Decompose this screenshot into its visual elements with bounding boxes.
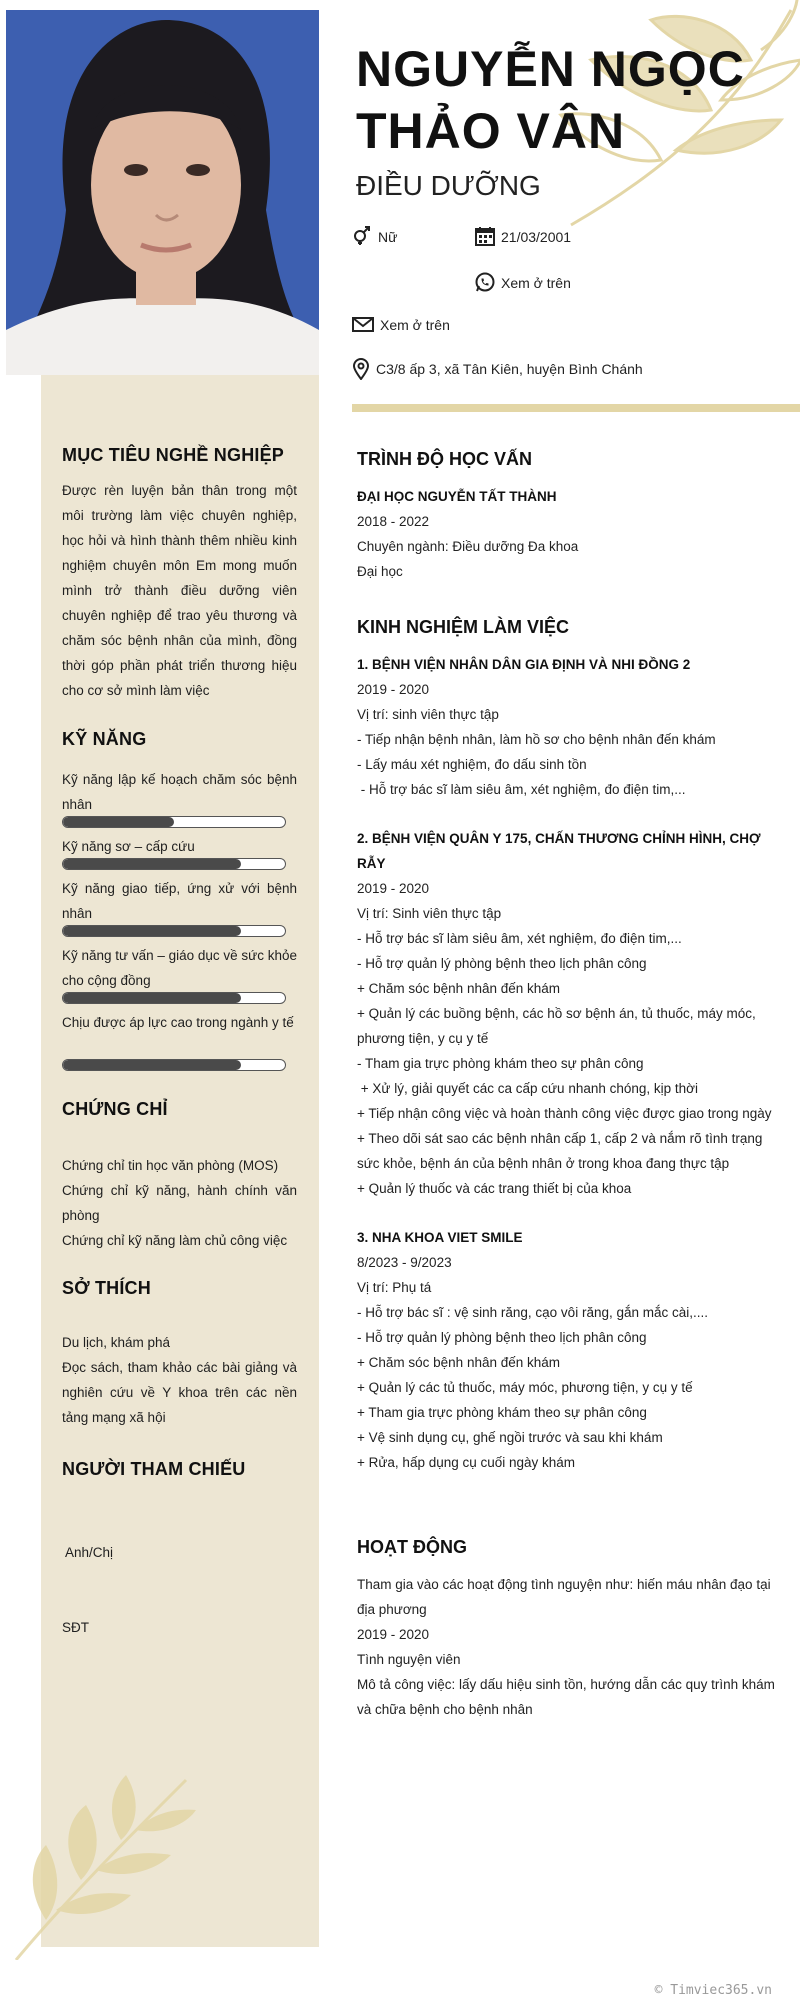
certificate-item: Chứng chỉ tin học văn phòng (MOS) bbox=[62, 1158, 279, 1173]
experience-section bbox=[357, 617, 782, 1475]
phone-info bbox=[475, 272, 571, 294]
objective-text: Được rèn luyện bản thân trong một môi trường làm việc chuyên nghiệp, học hỏi và hình thành thêm nhiều kinh nghiệm chuyên môn Em mong muốn mình trở thành điều dưỡng viên chuyên nghiệp để trao yêu thương và chăm sóc bệnh nhân của mình, đồng thời góp phần phát triển thương hiệu cho cơ sở mình làm việc bbox=[62, 483, 297, 698]
job-detail-line: + Quản lý thuốc và các trang thiết bị của khoa bbox=[357, 1181, 632, 1196]
job-detail-line: + Quản lý các tủ thuốc, máy móc, phương tiện, y cụ y tế bbox=[357, 1380, 693, 1395]
certificates-title: CHỨNG CHỈ bbox=[62, 1099, 168, 1119]
job-detail-line: Vị trí: Phụ tá bbox=[357, 1280, 432, 1295]
hobbies-title: SỞ THÍCH bbox=[62, 1278, 151, 1298]
skills-title-wrap bbox=[62, 729, 297, 750]
job-detail-line: 2019 - 2020 bbox=[357, 682, 430, 697]
job-detail-line: - Tham gia trực phòng khám theo sự phân công bbox=[357, 1056, 644, 1071]
reference-item: SĐT bbox=[62, 1620, 89, 1635]
education-school: ĐẠI HỌC NGUYỄN TẤT THÀNH bbox=[357, 489, 557, 504]
education-line: Đại học bbox=[357, 564, 403, 579]
job-detail-line: - Hỗ trợ quản lý phòng bệnh theo lịch phân công bbox=[357, 956, 647, 971]
job-detail-line: - Tiếp nhận bệnh nhân, làm hồ sơ cho bệnh nhân đến khám bbox=[357, 732, 716, 747]
job-detail-line: Vị trí: sinh viên thực tập bbox=[357, 707, 499, 722]
job-detail-line: 2019 - 2020 bbox=[357, 881, 430, 896]
gender-value: Nữ bbox=[378, 229, 398, 245]
activity-line: Tình nguyện viên bbox=[357, 1652, 461, 1667]
full-name: NGUYỄN NGỌC THẢO VÂN bbox=[356, 41, 745, 159]
skill-bar-fill bbox=[63, 817, 174, 827]
hobby-item: Du lịch, khám phá bbox=[62, 1335, 171, 1350]
job-detail-line: - Hỗ trợ bác sĩ làm siêu âm, xét nghiệm, đo điện tim,... bbox=[357, 931, 682, 946]
job-heading: 3. NHA KHOA VIET SMILE bbox=[357, 1230, 523, 1245]
job-entry bbox=[357, 826, 782, 1201]
job-detail-line: Vị trí: Sinh viên thực tập bbox=[357, 906, 502, 921]
experience-jobs bbox=[357, 652, 782, 1475]
envelope-icon bbox=[352, 314, 374, 334]
header-divider bbox=[352, 404, 800, 412]
job-detail-line: + Chăm sóc bệnh nhân đến khám bbox=[357, 981, 561, 996]
job-entry bbox=[357, 1225, 782, 1475]
job-detail-line: + Tiếp nhận công việc và hoàn thành công việc được giao trong ngày bbox=[357, 1106, 772, 1121]
skill-bar-fill bbox=[63, 1060, 241, 1070]
certificate-item: Chứng chỉ kỹ năng làm chủ công việc bbox=[62, 1233, 288, 1248]
skill-bar bbox=[62, 1059, 286, 1071]
job-heading: 2. BỆNH VIỆN QUÂN Y 175, CHẤN THƯƠNG CHỈNH HÌNH, CHỢ RẪY bbox=[357, 831, 761, 871]
education-line: 2018 - 2022 bbox=[357, 514, 430, 529]
skill-label: Chịu được áp lực cao trong ngành y tế bbox=[62, 1015, 294, 1030]
hobby-item: Đọc sách, tham khảo các bài giảng và nghiên cứu về Y khoa trên các nền tảng mạng xã hội bbox=[62, 1360, 297, 1425]
skill-label: Kỹ năng giao tiếp, ứng xử với bệnh nhân bbox=[62, 881, 297, 921]
activities-section bbox=[357, 1537, 782, 1722]
objective-title: MỤC TIÊU NGHỀ NGHIỆP bbox=[62, 445, 285, 465]
phone-value: Xem ở trên bbox=[501, 275, 571, 291]
job-detail-line: + Theo dõi sát sao các bệnh nhân cấp 1, cấp 2 và nắm rõ tình trạng sức khỏe, bệnh án của bệnh nhân ở trong khoa đang thực tập bbox=[357, 1131, 767, 1171]
job-detail-line: - Hỗ trợ bác sĩ làm siêu âm, xét nghiệm, đo điện tim,... bbox=[357, 782, 686, 797]
skill-bar bbox=[62, 858, 286, 870]
experience-title: KINH NGHIỆM LÀM VIỆC bbox=[357, 617, 570, 637]
activity-line: 2019 - 2020 bbox=[357, 1627, 430, 1642]
job-title: ĐIỀU DƯỠNG bbox=[356, 170, 541, 201]
activity-line: Mô tả công việc: lấy dấu hiệu sinh tồn, hướng dẫn các quy trình khám và chữa bệnh cho bệnh nhân bbox=[357, 1677, 775, 1717]
birthday-info bbox=[475, 226, 571, 248]
activity-line: Tham gia vào các hoạt động tình nguyện như: hiến máu nhân đạo tại địa phương bbox=[357, 1577, 771, 1617]
job-detail-line: - Lấy máu xét nghiệm, đo dấu sinh tồn bbox=[357, 757, 587, 772]
skills-title: KỸ NĂNG bbox=[62, 729, 147, 749]
skill-label: Kỹ năng sơ – cấp cứu bbox=[62, 839, 195, 854]
cv-page bbox=[6, 0, 794, 2013]
skill-bar bbox=[62, 925, 286, 937]
skill-label: Kỹ năng tư vấn – giáo dục về sức khỏe cho cộng đồng bbox=[62, 948, 297, 988]
skill-label: Kỹ năng lập kế hoạch chăm sóc bệnh nhân bbox=[62, 772, 297, 812]
footer-watermark: © Timviec365.vn bbox=[654, 1983, 772, 1998]
activities-title: HOẠT ĐỘNG bbox=[357, 1537, 467, 1557]
certificates-section bbox=[62, 1099, 297, 1253]
skill-bar-fill bbox=[63, 926, 241, 936]
job-detail-line: - Hỗ trợ bác sĩ : vệ sinh răng, cạo vôi răng, gắn mắc cài,.... bbox=[357, 1305, 709, 1320]
leaf-decoration-icon bbox=[6, 1770, 236, 1960]
location-pin-icon bbox=[352, 358, 370, 380]
education-section bbox=[357, 449, 782, 584]
address-info bbox=[352, 358, 643, 380]
job-heading: 1. BỆNH VIỆN NHÂN DÂN GIA ĐỊNH VÀ NHI ĐỒNG 2 bbox=[357, 657, 691, 672]
activities-list bbox=[357, 1572, 782, 1722]
gender-info bbox=[352, 226, 412, 248]
skill-bar bbox=[62, 992, 286, 1004]
education-line: Chuyên ngành: Điều dưỡng Đa khoa bbox=[357, 539, 579, 554]
email-value: Xem ở trên bbox=[380, 317, 450, 333]
birthday-value: 21/03/2001 bbox=[501, 229, 572, 245]
education-title: TRÌNH ĐỘ HỌC VẤN bbox=[357, 449, 532, 469]
references-section bbox=[62, 1459, 297, 1690]
skill-bar-fill bbox=[63, 993, 241, 1003]
job-detail-line: + Rửa, hấp dụng cụ cuối ngày khám bbox=[357, 1455, 576, 1470]
job-detail-line: + Chăm sóc bệnh nhân đến khám bbox=[357, 1355, 561, 1370]
job-detail-line: 8/2023 - 9/2023 bbox=[357, 1255, 452, 1270]
job-detail-line: + Xử lý, giải quyết các ca cấp cứu nhanh chóng, kịp thời bbox=[357, 1081, 699, 1096]
job-detail-line: + Quản lý các buồng bệnh, các hồ sơ bệnh án, tủ thuốc, máy móc, phương tiện, y cụ y tế bbox=[357, 1006, 760, 1046]
skill-bar bbox=[62, 816, 286, 828]
job-detail-line: + Tham gia trực phòng khám theo sự phân công bbox=[357, 1405, 647, 1420]
whatsapp-icon bbox=[475, 272, 495, 292]
job-detail-line: + Vệ sinh dụng cụ, ghế ngồi trước và sau khi khám bbox=[357, 1430, 663, 1445]
references-list bbox=[62, 1490, 297, 1690]
references-title: NGƯỜI THAM CHIẾU bbox=[62, 1459, 246, 1479]
certificate-item: Chứng chỉ kỹ năng, hành chính văn phòng bbox=[62, 1183, 297, 1223]
profile-photo bbox=[6, 10, 319, 375]
job-entry bbox=[357, 652, 782, 802]
reference-item: Anh/Chị bbox=[62, 1545, 114, 1560]
address-value: C3/8 ấp 3, xã Tân Kiên, huyện Bình Chánh bbox=[376, 361, 643, 377]
gender-icon bbox=[352, 226, 372, 246]
hobbies-list bbox=[62, 1330, 297, 1430]
skill-bar-fill bbox=[63, 859, 241, 869]
certificates-list bbox=[62, 1153, 297, 1253]
calendar-icon bbox=[475, 226, 495, 246]
email-info bbox=[352, 314, 450, 336]
job-detail-line: - Hỗ trợ quản lý phòng bệnh theo lịch phân công bbox=[357, 1330, 647, 1345]
hobbies-section bbox=[62, 1278, 297, 1430]
objective-section bbox=[62, 445, 297, 703]
